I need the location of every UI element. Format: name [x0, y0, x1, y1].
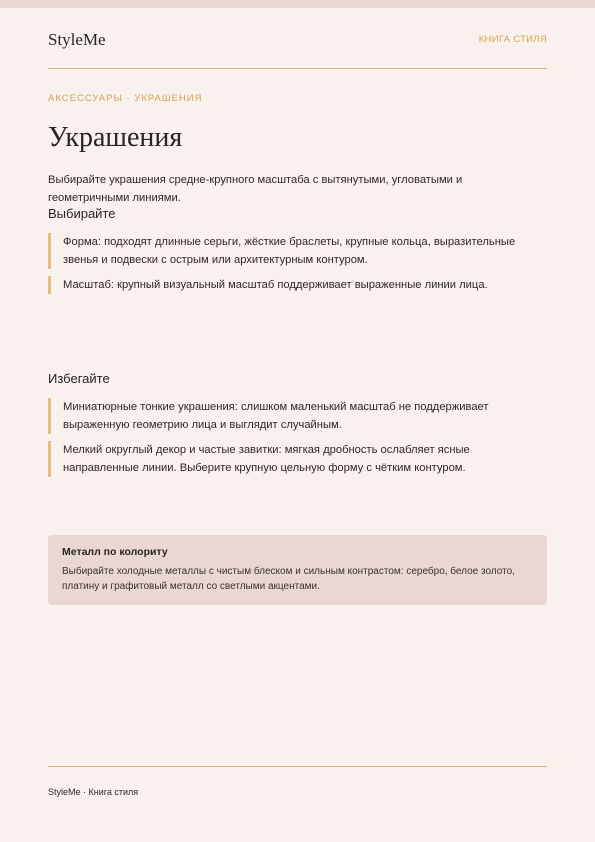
list-item: Форма: подходят длинные серьги, жёсткие браслеты, крупные кольца, выразительные звенья и подвески с острым или архитектурным контуром. — [48, 233, 547, 269]
callout-title: Металл по колориту — [62, 546, 168, 558]
style-book-link[interactable]: КНИГА СТИЛЯ — [478, 34, 547, 45]
choose-list — [48, 233, 547, 301]
breadcrumb[interactable]: АКСЕССУАРЫ · УКРАШЕНИЯ — [48, 93, 203, 104]
avoid-heading: Избегайте — [48, 371, 110, 386]
list-item: Мелкий округлый декор и частые завитки: мягкая дробность ослабляет ясные направленные линии. Выберите крупную цельную форму с чётким контуром. — [48, 441, 547, 477]
list-item: Масштаб: крупный визуальный масштаб поддерживает выраженные линии лица. — [48, 276, 547, 294]
brand-logo[interactable]: StyleMe — [48, 30, 106, 49]
top-band — [0, 0, 595, 8]
choose-heading: Выбирайте — [48, 206, 116, 221]
intro-text: Выбирайте украшения средне-крупного масштаба с вытянутыми, угловатыми и геометричными линиями. — [48, 174, 463, 204]
callout-body: Выбирайте холодные металлы с чистым блеском и сильным контрастом: серебро, белое золото, платину и графитовый металл со светлыми акцентами. — [62, 566, 515, 592]
header — [48, 30, 547, 69]
footer: StyleMe · Книга стиля — [48, 766, 547, 798]
page-title: Украшения — [48, 122, 183, 153]
metal-callout — [48, 535, 547, 605]
avoid-list — [48, 398, 547, 484]
list-item: Миниатюрные тонкие украшения: слишком маленький масштаб не поддерживает выраженную геометрию лица и выглядит случайным. — [48, 398, 547, 434]
